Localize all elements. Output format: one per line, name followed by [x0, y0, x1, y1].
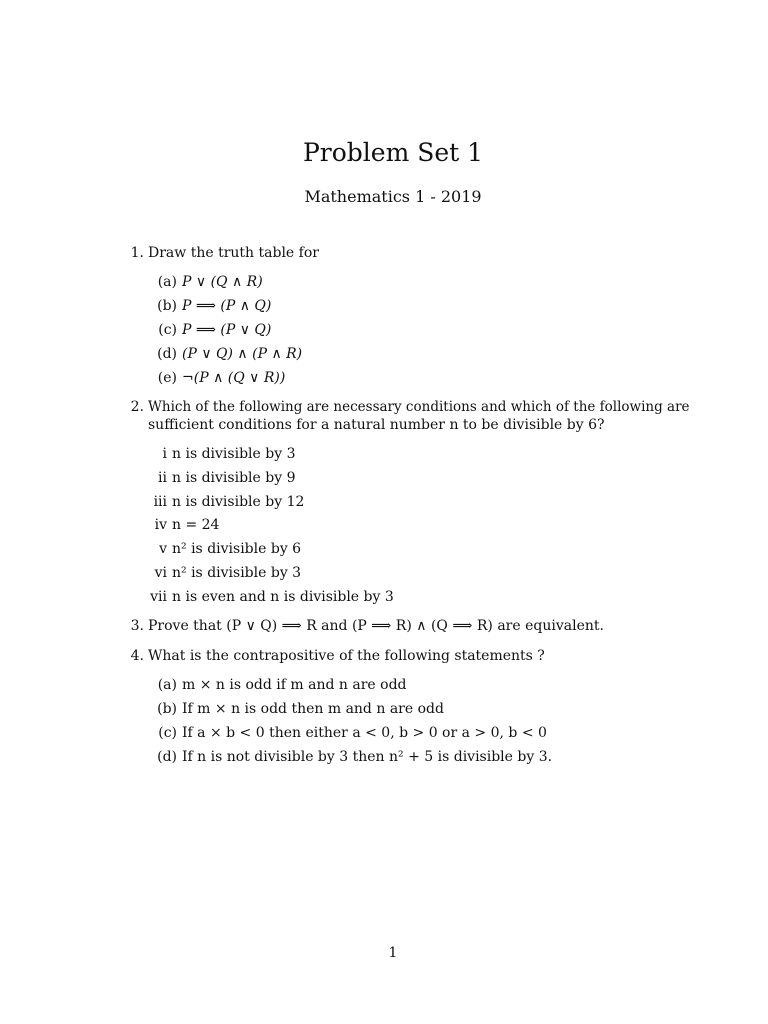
page-title: Problem Set 1 — [302, 138, 484, 167]
item-label: (d) — [157, 749, 177, 765]
list-item — [154, 564, 302, 582]
item-text: n = 24 — [172, 517, 220, 533]
item-text: If n is not divisible by 3 then n² + 5 is divisible by 3. — [182, 749, 553, 765]
item-text: P ∨ (Q ∧ R) — [182, 274, 263, 290]
item-text: n is divisible by 3 — [172, 446, 296, 462]
list-item — [157, 345, 303, 363]
problem-number: 3. — [130, 618, 144, 634]
problem-text-line-1: Which of the following are necessary conditions and which of the following are — [148, 399, 690, 415]
item-label: (e) — [157, 370, 177, 386]
page-number: 1 — [388, 945, 398, 961]
list-item — [158, 469, 296, 487]
list-item — [153, 493, 305, 511]
item-text: If a × b < 0 then either a < 0, b > 0 or a > 0, b < 0 — [182, 725, 547, 741]
item-text: (P ∨ Q) ∧ (P ∧ R) — [182, 346, 303, 362]
item-text: n is divisible by 12 — [172, 494, 305, 510]
list-item — [157, 700, 444, 718]
item-label: iii — [153, 494, 167, 510]
item-label: (b) — [157, 298, 177, 314]
problem-text: What is the contrapositive of the following statements ? — [148, 648, 545, 664]
problem-text-line-2: sufficient conditions for a natural number n to be divisible by 6? — [148, 417, 605, 433]
item-label: v — [159, 541, 167, 557]
problem-number: 2. — [130, 399, 144, 415]
item-text: P ⟹ (P ∧ Q) — [182, 298, 272, 314]
item-text: n is even and n is divisible by 3 — [172, 589, 394, 605]
page-subtitle: Mathematics 1 - 2019 — [304, 187, 482, 206]
list-item — [150, 588, 394, 606]
item-text: m × n is odd if m and n are odd — [182, 677, 407, 693]
list-item — [162, 445, 296, 463]
item-label: (a) — [157, 677, 177, 693]
item-label: (c) — [158, 322, 177, 338]
list-item — [154, 516, 220, 534]
list-item — [157, 273, 263, 291]
item-label: (b) — [157, 701, 177, 717]
problem-number: 1. — [130, 245, 144, 261]
item-label: (a) — [157, 274, 177, 290]
item-text: n is divisible by 9 — [172, 470, 296, 486]
item-label: (c) — [158, 725, 177, 741]
item-text: P ⟹ (P ∨ Q) — [182, 322, 272, 338]
list-item — [158, 321, 272, 339]
list-item — [157, 748, 553, 766]
item-label: iv — [154, 517, 167, 533]
problem-text: Draw the truth table for — [148, 245, 319, 261]
item-label: vi — [154, 565, 167, 581]
problem-text: Prove that (P ∨ Q) ⟹ R and (P ⟹ R) ∧ (Q ⟹ R) are equivalent. — [148, 618, 604, 634]
problem-number: 4. — [130, 648, 144, 664]
item-label: ii — [158, 470, 167, 486]
list-item — [158, 724, 547, 742]
item-text: ¬(P ∧ (Q ∨ R)) — [182, 370, 286, 386]
list-item — [157, 676, 407, 694]
list-item — [157, 297, 272, 315]
item-text: n² is divisible by 3 — [172, 565, 302, 581]
problem-2 — [122, 398, 690, 438]
item-text: n² is divisible by 6 — [172, 541, 302, 557]
item-label: vii — [150, 589, 167, 605]
list-item — [159, 540, 302, 558]
item-label: (d) — [157, 346, 177, 362]
list-item — [157, 369, 286, 387]
item-text: If m × n is odd then m and n are odd — [182, 701, 444, 717]
item-label: i — [162, 446, 167, 462]
